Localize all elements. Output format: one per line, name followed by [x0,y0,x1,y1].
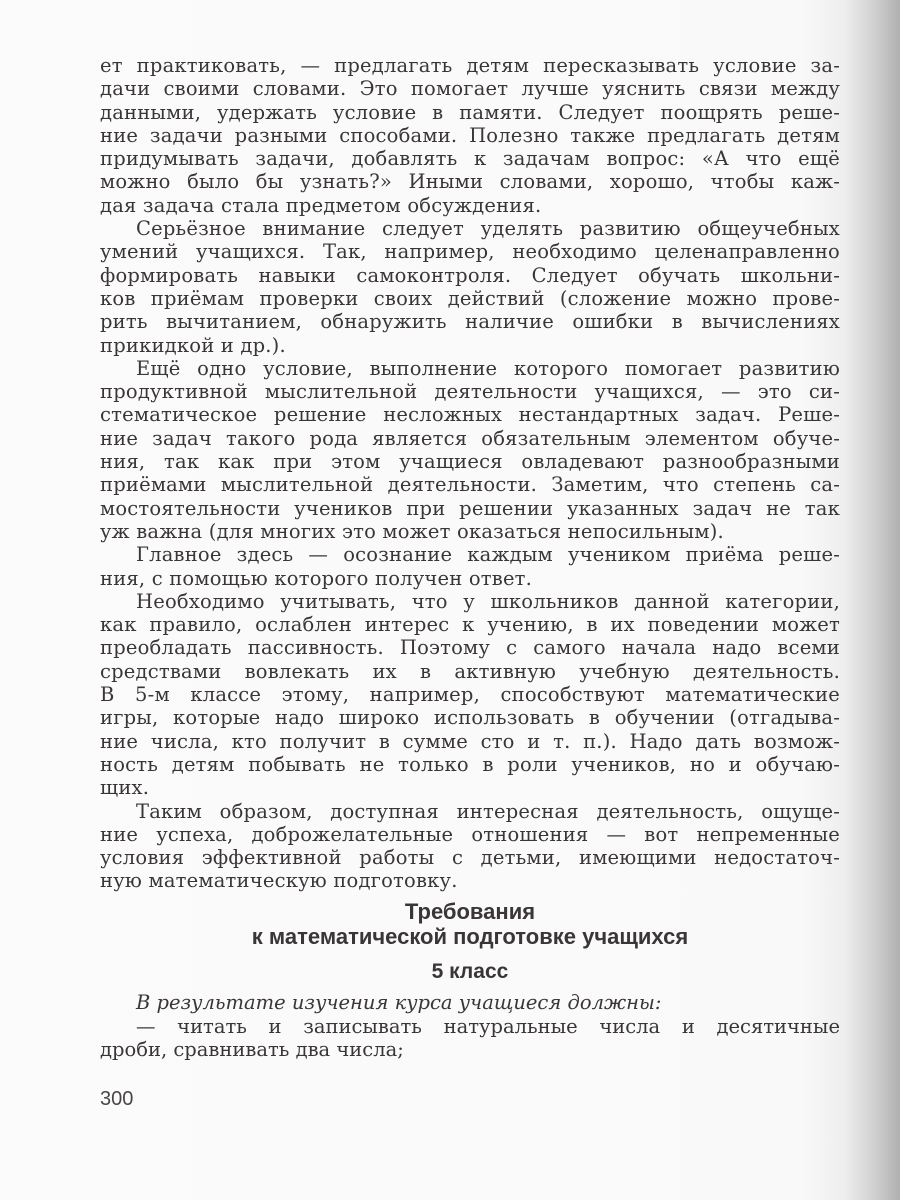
paragraph [100,217,840,357]
text-line: Таким образом, доступная интересная деятельность, ощуще- [136,799,840,823]
text-line: ность детям побывать не только в роли учеников, но и обучаю- [100,752,840,776]
text-line: дачи своими словами. Это помогает лучше уяснить связи между [100,77,840,101]
text-line: рить вычитанием, обнаружить наличие ошибки в вычислениях [100,310,840,334]
text-line: приёмами мыслительной деятельности. Заметим, что степень са- [100,473,840,497]
paragraph [100,800,840,893]
text-line: данными, удержать условие в памяти. Следует поощрять реше- [100,100,840,124]
text-line: средствами вовлекать их в активную учебную деятельность. [100,659,840,683]
body-text [100,54,840,893]
text-line: формировать навыки самоконтроля. Следует обучать школьни- [100,263,840,287]
text-line: ние успеха, доброжелательные отношения — вот непременные [100,822,840,846]
text-line: придумывать задачи, добавлять к задачам вопрос: «А что ещё [100,147,840,171]
text-line: ков приёмам проверки своих действий (сложение можно прове- [100,286,840,310]
text-line: щих. [100,776,150,800]
section-heading [100,899,840,949]
text-line: ние задач такого рода является обязательным элементом обуче- [100,426,840,450]
text-line: Необходимо учитывать, что у школьников данной категории, [136,589,840,613]
text-line: Ещё одно условие, выполнение которого помогает развитию [136,356,840,380]
text-line: преобладать пассивность. Поэтому с самого начала надо всеми [100,636,840,660]
paragraph [100,54,840,217]
text-line: ние задачи разными способами. Полезно также предлагать детям [100,123,840,147]
paragraph [100,590,840,800]
text-line: Серьёзное внимание следует уделять развитию общеучебных [136,217,840,241]
requirement-item-line: дроби, сравнивать два числа; [100,1038,404,1062]
text-line: как правило, ослаблен интерес к учению, в их поведении может [100,613,840,637]
requirement-item-line: — читать и записывать натуральные числа и десятичные [136,1015,840,1038]
text-line: можно было бы узнать?» Иными словами, хорошо, чтобы каж- [100,170,840,194]
text-line: В 5-м классе этому, например, способствуют математические [100,683,840,707]
text-line: продуктивной мыслительной деятельности учащихся, — это си- [100,380,840,404]
section-heading-line-2: к математической подготовке учащихся [251,924,689,949]
requirements [100,991,840,1062]
text-line: Главное здесь — осознание каждым учеником приёма реше- [136,543,840,567]
text-line: ния, так как при этом учащиеся овладевают разнообразными [100,450,840,474]
text-line: ную математическую подготовку. [100,869,458,893]
text-line: ет практиковать, — предлагать детям пересказывать условие за- [100,54,840,77]
text-line: прикидкой и др.). [100,333,286,357]
text-line: ние числа, кто получит в сумме сто и т. п.). Надо дать возмож- [100,729,840,753]
paragraph [100,357,840,543]
paragraph [100,543,840,590]
page-number: 300 [100,1088,134,1110]
text-line: уж важна (для многих это может оказаться непосильным). [100,519,724,543]
text-line: стематическое решение несложных нестандартных задач. Реше- [100,403,840,427]
text-line: мостоятельности учеников при решении указанных задач не так [100,496,840,520]
text-line: игры, которые надо широко использовать в обучении (отгадыва- [100,706,840,730]
text-line: умений учащихся. Так, например, необходимо целенаправленно [100,240,840,264]
section-heading-line-1: Требования [404,899,536,924]
requirements-intro: В результате изучения курса учащиеся должны: [136,991,662,1014]
text-line: ния, с помощью которого получен ответ. [100,566,533,590]
text-line: условия эффективной работы с детьми, имеющими недостаточ- [100,846,840,870]
grade-subheading: 5 класс [431,960,509,983]
text-line: дая задача стала предметом обсуждения. [100,193,542,217]
